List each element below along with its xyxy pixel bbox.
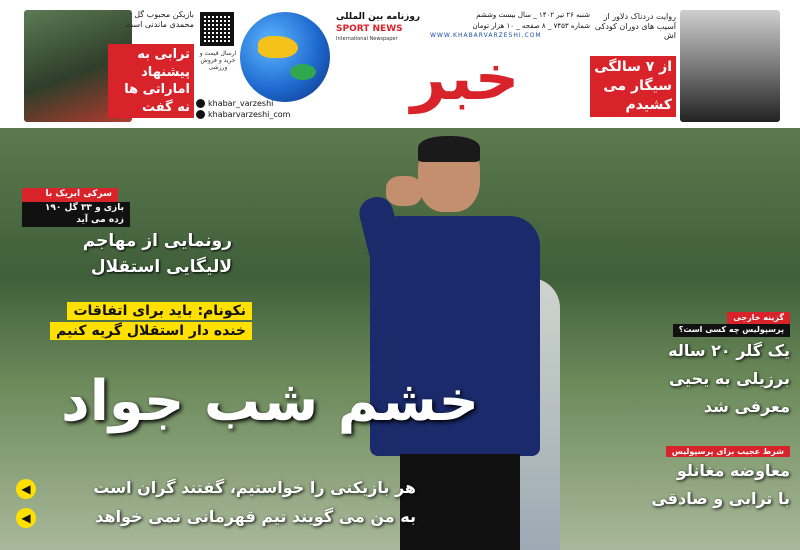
promo-left-kicker: بازیکن محبوب گل محمدی ماندنی است: [125, 10, 194, 29]
newspaper-logo: خبر: [410, 41, 520, 114]
issue-date: شنبه ۲۶ تیر ۱۴۰۲ _ سال بیست وششم شماره ۷۴۵۳ _ ۸ صفحه _ ۱۰ هزار تومان: [472, 11, 590, 30]
arrow-left-icon: ◀: [16, 508, 36, 528]
qr-code-icon: [200, 12, 234, 46]
tagline-en: SPORT NEWS: [336, 24, 403, 34]
promo-right[interactable]: [590, 10, 780, 122]
main-headline[interactable]: خشم شب جواد: [60, 369, 479, 434]
social-handles: [196, 98, 290, 120]
left-story-sub: ۱۹۰ بازی و ۳۳ گل زده می آید: [22, 202, 130, 227]
telegram-icon: [196, 99, 205, 108]
promo-right-photo: [680, 10, 780, 122]
highlight-quote[interactable]: نکونام: باید برای اتفاقات خنده دار استقلال گریه کنیم: [22, 302, 252, 342]
tagline-sub: International Newspaper: [336, 36, 398, 42]
promo-right-kicker: روایت دردناک دلاور از آسیب های دوران کودکی اش: [594, 12, 676, 41]
list-item[interactable]: ◀ هر بازیکنی را خواستیم، گفتند گران است: [16, 474, 416, 503]
promo-right-headline: از ۷ سالگی سیگار می کشیدم: [590, 56, 676, 117]
website-url[interactable]: WWW.KHABARVARZESHI.COM: [430, 32, 542, 39]
hero-section: [0, 128, 800, 550]
promo-left-headline: ترابی به پیشنهاد اماراتی ها نه گفت: [108, 44, 194, 118]
left-story-kicker: سرکی ابریک با: [22, 188, 118, 202]
right-story-2-tag: شرط عجیب برای پرسپولیس: [666, 446, 790, 457]
social-item: khabar_varzeshi: [196, 98, 290, 109]
quote-list: [16, 474, 416, 532]
right-story-1-headline: یک گلر ۲۰ ساله برزیلی به یحیی معرفی شد: [668, 340, 790, 416]
promo-left[interactable]: [24, 10, 194, 122]
right-story-1-subtag: پرسپولیس چه کسی است؟: [673, 324, 790, 336]
masthead: [0, 0, 800, 128]
left-story-headline[interactable]: رونمایی از مهاجم لالیگایی استقلال: [82, 231, 232, 278]
right-story-1[interactable]: [620, 312, 790, 421]
instagram-icon: [196, 110, 205, 119]
tagline-fa: روزنامه بین المللی: [336, 12, 421, 22]
social-item: khabarvarzeshi_com: [196, 109, 290, 120]
right-story-2[interactable]: [620, 446, 790, 513]
right-story-2-headline: معاوضه مغانلو با ترابی و صادقی: [651, 461, 790, 508]
right-story-1-tag: گزینه خارجی: [727, 312, 790, 324]
qr-caption: ارسال قیمت و خرید و فروش ورزشی: [199, 50, 237, 72]
list-item[interactable]: ◀ به من می گویند تیم قهرمانی نمی خواهد: [16, 503, 416, 532]
arrow-left-icon: ◀: [16, 479, 36, 499]
